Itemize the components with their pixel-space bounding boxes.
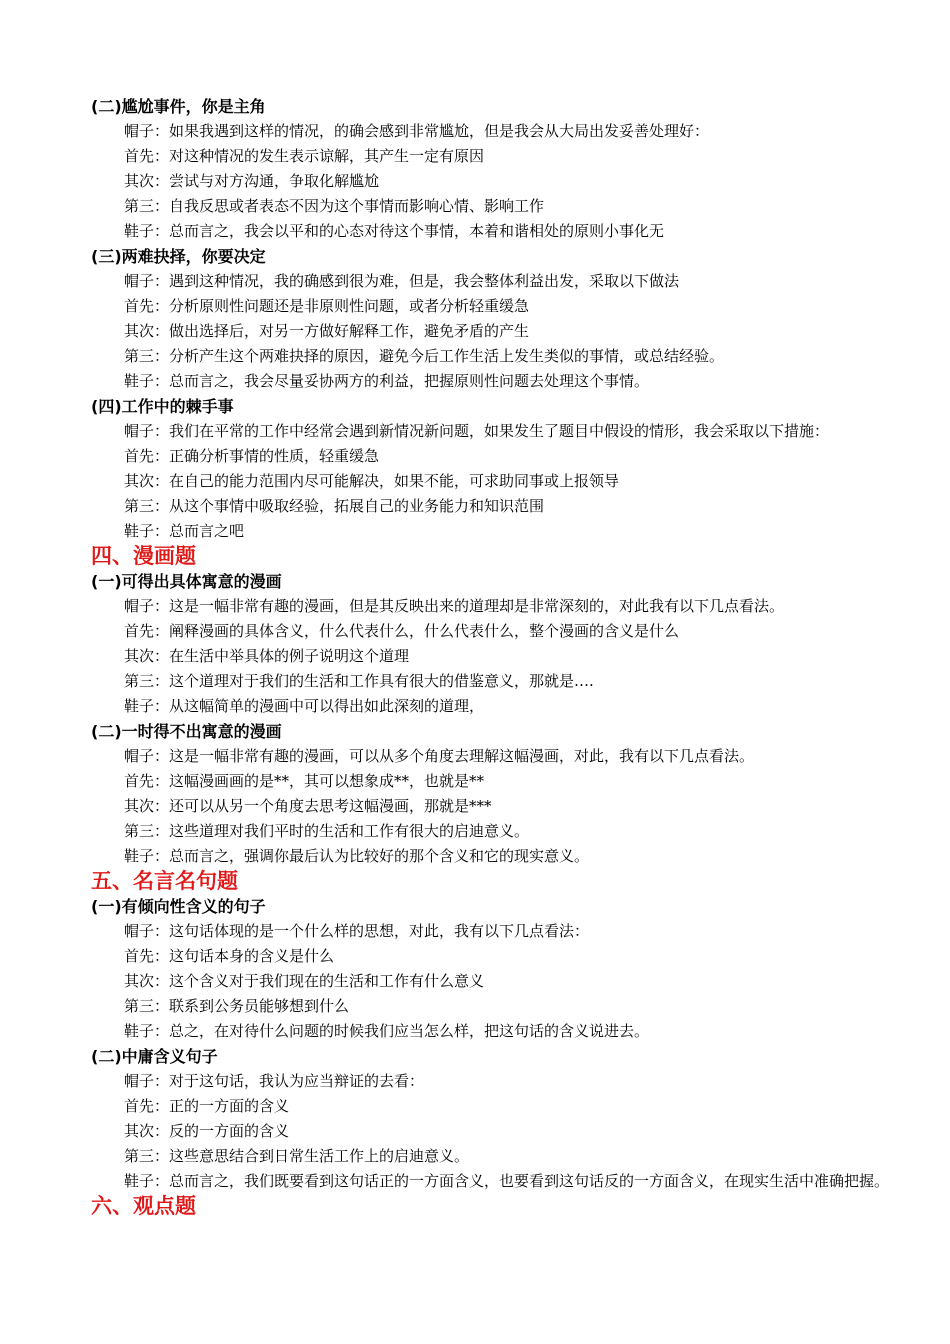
paragraph-line: 其次：在生活中举具体的例子说明这个道理 bbox=[124, 647, 410, 665]
paragraph-line: 第三：这个道理对于我们的生活和工作具有很大的借鉴意义，那就是…. bbox=[124, 672, 594, 690]
paragraph-line: 鞋子：总之，在对待什么问题的时候我们应当怎么样，把这句话的含义说进去。 bbox=[124, 1022, 650, 1040]
paragraph-line: 其次：在自己的能力范围内尽可能解决，如果不能，可求助同事或上报领导 bbox=[124, 472, 620, 490]
subsection-title: (二)尴尬事件，你是主角 bbox=[91, 97, 266, 116]
paragraph-line: 首先：对这种情况的发生表示谅解，其产生一定有原因 bbox=[124, 147, 485, 165]
paragraph-line: 帽子：我们在平常的工作中经常会遇到新情况新问题，如果发生了题目中假设的情形，我会采取以下措施： bbox=[124, 422, 830, 440]
paragraph-line: 首先：这幅漫画画的是**，其可以想象成**，也就是** bbox=[124, 772, 485, 790]
paragraph-line: 帽子：这是一幅非常有趣的漫画，可以从多个角度去理解这幅漫画，对此，我有以下几点看法。 bbox=[124, 747, 755, 765]
paragraph-line: 第三：这些意思结合到日常生活工作上的启迪意义。 bbox=[124, 1147, 470, 1165]
subsection-title: (一)可得出具体寓意的漫画 bbox=[91, 572, 282, 591]
paragraph-line: 第三：联系到公务员能够想到什么 bbox=[124, 997, 350, 1015]
paragraph-line: 鞋子：总而言之，我们既要看到这句话正的一方面含义，也要看到这句话反的一方面含义，在现实生活中准确把握。 bbox=[124, 1172, 890, 1190]
paragraph-line: 第三：自我反思或者表态不因为这个事情而影响心情、影响工作 bbox=[124, 197, 545, 215]
subsection-title: (二)一时得不出寓意的漫画 bbox=[91, 722, 282, 741]
paragraph-line: 第三：分析产生这个两难抉择的原因，避免今后工作生活上发生类似的事情，或总结经验。 bbox=[124, 347, 725, 365]
paragraph-line: 第三：这些道理对我们平时的生活和工作有很大的启迪意义。 bbox=[124, 822, 530, 840]
section-heading: 六、观点题 bbox=[91, 1194, 196, 1218]
paragraph-line: 首先：分析原则性问题还是非原则性问题，或者分析轻重缓急 bbox=[124, 297, 530, 315]
paragraph-line: 帽子：遇到这种情况，我的确感到很为难，但是，我会整体利益出发，采取以下做法 bbox=[124, 272, 680, 290]
paragraph-line: 其次：尝试与对方沟通，争取化解尴尬 bbox=[124, 172, 380, 190]
paragraph-line: 帽子：这是一幅非常有趣的漫画，但是其反映出来的道理却是非常深刻的，对此我有以下几点看法。 bbox=[124, 597, 785, 615]
paragraph-line: 鞋子：总而言之，我会尽量妥协两方的利益，把握原则性问题去处理这个事情。 bbox=[124, 372, 650, 390]
paragraph-line: 第三：从这个事情中吸取经验，拓展自己的业务能力和知识范围 bbox=[124, 497, 545, 515]
paragraph-line: 其次：做出选择后，对另一方做好解释工作，避免矛盾的产生 bbox=[124, 322, 530, 340]
subsection-title: (三)两难抉择，你要决定 bbox=[91, 247, 266, 266]
subsection-title: (一)有倾向性含义的句子 bbox=[91, 897, 266, 916]
paragraph-line: 首先：正的一方面的含义 bbox=[124, 1097, 290, 1115]
paragraph-line: 帽子：这句话体现的是一个什么样的思想，对此，我有以下几点看法： bbox=[124, 922, 590, 940]
paragraph-line: 其次：反的一方面的含义 bbox=[124, 1122, 290, 1140]
paragraph-line: 鞋子：从这幅简单的漫画中可以得出如此深刻的道理， bbox=[124, 697, 485, 715]
paragraph-line: 其次：这个含义对于我们现在的生活和工作有什么意义 bbox=[124, 972, 485, 990]
paragraph-line: 鞋子：总而言之，我会以平和的心态对待这个事情，本着和谐相处的原则小事化无 bbox=[124, 222, 665, 240]
section-heading: 四、漫画题 bbox=[91, 544, 196, 568]
section-heading: 五、名言名句题 bbox=[91, 869, 238, 893]
paragraph-line: 其次：还可以从另一个角度去思考这幅漫画，那就是*** bbox=[124, 797, 492, 815]
subsection-title: (四)工作中的棘手事 bbox=[91, 397, 234, 416]
paragraph-line: 首先：这句话本身的含义是什么 bbox=[124, 947, 335, 965]
paragraph-line: 鞋子：总而言之，强调你最后认为比较好的那个含义和它的现实意义。 bbox=[124, 847, 590, 865]
paragraph-line: 帽子：对于这句话，我认为应当辩证的去看： bbox=[124, 1072, 425, 1090]
paragraph-line: 首先：正确分析事情的性质，轻重缓急 bbox=[124, 447, 380, 465]
subsection-title: (二)中庸含义句子 bbox=[91, 1047, 218, 1066]
paragraph-line: 鞋子：总而言之吧 bbox=[124, 522, 245, 540]
paragraph-line: 帽子：如果我遇到这样的情况，的确会感到非常尴尬，但是我会从大局出发妥善处理好： bbox=[124, 122, 710, 140]
paragraph-line: 首先：阐释漫画的具体含义，什么代表什么，什么代表什么，整个漫画的含义是什么 bbox=[124, 622, 680, 640]
